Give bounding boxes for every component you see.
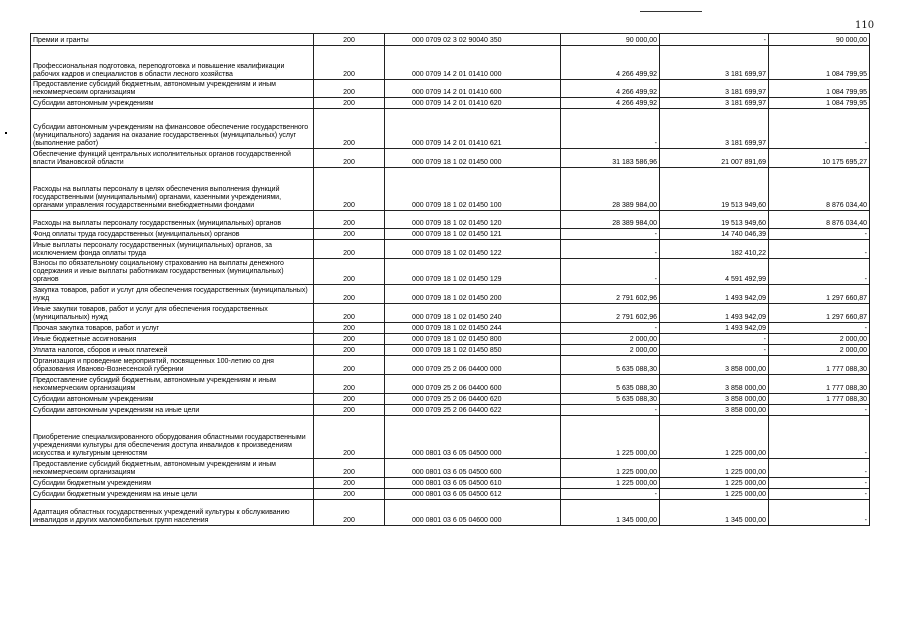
line-code: 200 <box>314 323 385 334</box>
executed-amount: 1 493 942,09 <box>660 323 769 334</box>
unexecuted-amount: 8 876 034,40 <box>769 211 870 229</box>
line-code: 200 <box>314 229 385 240</box>
budget-classification-code: 000 0709 18 1 02 01450 129 <box>385 259 561 285</box>
approved-amount: - <box>561 259 660 285</box>
unexecuted-amount: - <box>769 109 870 149</box>
approved-amount: - <box>561 323 660 334</box>
expense-name: Адаптация областных государственных учреждений культуры к обслуживанию инвалидов и других маломобильных групп населения <box>31 500 314 526</box>
executed-amount: - <box>660 345 769 356</box>
table-row <box>31 459 870 478</box>
approved-amount: - <box>561 229 660 240</box>
line-code: 200 <box>314 375 385 394</box>
line-code: 200 <box>314 356 385 375</box>
executed-amount: 1 225 000,00 <box>660 459 769 478</box>
executed-amount: 1 225 000,00 <box>660 489 769 500</box>
line-code: 200 <box>314 80 385 98</box>
unexecuted-amount: - <box>769 240 870 259</box>
line-code: 200 <box>314 168 385 211</box>
budget-classification-code: 000 0709 14 2 01 01410 600 <box>385 80 561 98</box>
approved-amount: 2 791 602,96 <box>561 304 660 323</box>
table-row <box>31 109 870 149</box>
unexecuted-amount: - <box>769 259 870 285</box>
expense-name: Иные выплаты персоналу государственных (муниципальных) органов, за исключением фонда оплаты труда <box>31 240 314 259</box>
line-code: 200 <box>314 34 385 46</box>
executed-amount: - <box>660 334 769 345</box>
line-code: 200 <box>314 285 385 304</box>
line-code: 200 <box>314 459 385 478</box>
expense-name: Прочая закупка товаров, работ и услуг <box>31 323 314 334</box>
top-rule <box>640 11 702 12</box>
budget-classification-code: 000 0801 03 6 05 04500 000 <box>385 416 561 459</box>
approved-amount: 2 000,00 <box>561 345 660 356</box>
approved-amount: 90 000,00 <box>561 34 660 46</box>
line-code: 200 <box>314 345 385 356</box>
expense-name: Предоставление субсидий бюджетным, автономным учреждениям и иным некоммерческим организациям <box>31 459 314 478</box>
budget-classification-code: 000 0709 25 2 06 04400 600 <box>385 375 561 394</box>
budget-classification-code: 000 0801 03 6 05 04600 000 <box>385 500 561 526</box>
line-code: 200 <box>314 478 385 489</box>
expense-name: Иные бюджетные ассигнования <box>31 334 314 345</box>
table-row <box>31 500 870 526</box>
budget-classification-code: 000 0709 18 1 02 01450 800 <box>385 334 561 345</box>
expense-name: Субсидии автономным учреждениям на иные цели <box>31 405 314 416</box>
unexecuted-amount: - <box>769 459 870 478</box>
table-row <box>31 478 870 489</box>
unexecuted-amount: 1 777 088,30 <box>769 394 870 405</box>
budget-classification-code: 000 0709 18 1 02 01450 122 <box>385 240 561 259</box>
expense-name: Субсидии автономным учреждениям на финансовое обеспечение государственного (муниципального) задания на оказание государственных (муниципальных) услуг (выполнение работ) <box>31 109 314 149</box>
budget-table <box>30 33 870 526</box>
unexecuted-amount: 1 297 660,87 <box>769 285 870 304</box>
line-code: 200 <box>314 304 385 323</box>
page-number: 110 <box>855 20 875 31</box>
line-code: 200 <box>314 149 385 168</box>
table-row <box>31 304 870 323</box>
budget-classification-code: 000 0709 18 1 02 01450 000 <box>385 149 561 168</box>
line-code: 200 <box>314 405 385 416</box>
executed-amount: 3 181 699,97 <box>660 109 769 149</box>
expense-name: Закупка товаров, работ и услуг для обеспечения государственных (муниципальных) нужд <box>31 285 314 304</box>
budget-classification-code: 000 0709 25 2 06 04400 620 <box>385 394 561 405</box>
approved-amount: 1 225 000,00 <box>561 478 660 489</box>
executed-amount: 1 493 942,09 <box>660 285 769 304</box>
table-row <box>31 80 870 98</box>
table-row <box>31 323 870 334</box>
line-code: 200 <box>314 489 385 500</box>
table-row <box>31 168 870 211</box>
unexecuted-amount: 90 000,00 <box>769 34 870 46</box>
unexecuted-amount: - <box>769 405 870 416</box>
line-code: 200 <box>314 334 385 345</box>
budget-classification-code: 000 0801 03 6 05 04500 600 <box>385 459 561 478</box>
table-row <box>31 334 870 345</box>
budget-classification-code: 000 0709 14 2 01 01410 000 <box>385 46 561 80</box>
approved-amount: - <box>561 109 660 149</box>
expense-name: Иные закупки товаров, работ и услуг для обеспечения государственных (муниципальных) нужд <box>31 304 314 323</box>
table-row <box>31 240 870 259</box>
approved-amount: 2 000,00 <box>561 334 660 345</box>
table-row <box>31 356 870 375</box>
budget-classification-code: 000 0709 18 1 02 01450 121 <box>385 229 561 240</box>
budget-classification-code: 000 0709 02 3 02 90040 350 <box>385 34 561 46</box>
approved-amount: 2 791 602,96 <box>561 285 660 304</box>
budget-classification-code: 000 0801 03 6 05 04500 612 <box>385 489 561 500</box>
executed-amount: 1 345 000,00 <box>660 500 769 526</box>
approved-amount: 5 635 088,30 <box>561 375 660 394</box>
executed-amount: 19 513 949,60 <box>660 211 769 229</box>
table-row <box>31 46 870 80</box>
line-code: 200 <box>314 416 385 459</box>
approved-amount: 4 266 499,92 <box>561 80 660 98</box>
table-row <box>31 259 870 285</box>
expense-name: Обеспечение функций центральных исполнительных органов государственной власти Ивановской области <box>31 149 314 168</box>
executed-amount: 1 225 000,00 <box>660 478 769 489</box>
budget-classification-code: 000 0709 14 2 01 01410 620 <box>385 98 561 109</box>
table-row <box>31 345 870 356</box>
line-code: 200 <box>314 98 385 109</box>
table-row <box>31 416 870 459</box>
expense-name: Субсидии бюджетным учреждениям на иные цели <box>31 489 314 500</box>
approved-amount: - <box>561 489 660 500</box>
unexecuted-amount: - <box>769 489 870 500</box>
unexecuted-amount: 2 000,00 <box>769 345 870 356</box>
expense-name: Субсидии автономным учреждениям <box>31 98 314 109</box>
unexecuted-amount: 8 876 034,40 <box>769 168 870 211</box>
unexecuted-amount: 1 084 799,95 <box>769 46 870 80</box>
budget-classification-code: 000 0801 03 6 05 04500 610 <box>385 478 561 489</box>
unexecuted-amount: 2 000,00 <box>769 334 870 345</box>
table-row <box>31 375 870 394</box>
budget-classification-code: 000 0709 18 1 02 01450 244 <box>385 323 561 334</box>
executed-amount: 21 007 891,69 <box>660 149 769 168</box>
expense-name: Предоставление субсидий бюджетным, автономным учреждениям и иным некоммерческим организациям <box>31 80 314 98</box>
executed-amount: - <box>660 34 769 46</box>
approved-amount: 4 266 499,92 <box>561 46 660 80</box>
executed-amount: 3 181 699,97 <box>660 46 769 80</box>
table-row <box>31 229 870 240</box>
budget-classification-code: 000 0709 25 2 06 04400 000 <box>385 356 561 375</box>
approved-amount: 5 635 088,30 <box>561 356 660 375</box>
executed-amount: 4 591 492,99 <box>660 259 769 285</box>
expense-name: Уплата налогов, сборов и иных платежей <box>31 345 314 356</box>
table-row <box>31 34 870 46</box>
expense-name: Расходы на выплаты персоналу государственных (муниципальных) органов <box>31 211 314 229</box>
line-code: 200 <box>314 109 385 149</box>
table-row <box>31 149 870 168</box>
executed-amount: 19 513 949,60 <box>660 168 769 211</box>
expense-name: Организация и проведение мероприятий, посвященных 100-летию со дня образования Иваново-Вознесенской губернии <box>31 356 314 375</box>
approved-amount: 4 266 499,92 <box>561 98 660 109</box>
expense-name: Расходы на выплаты персоналу в целях обеспечения выполнения функций государственными (муниципальными) органами, казенными учреждениями, органами управления государственными внебюджетными фондами <box>31 168 314 211</box>
table-row <box>31 98 870 109</box>
budget-classification-code: 000 0709 18 1 02 01450 200 <box>385 285 561 304</box>
executed-amount: 3 181 699,97 <box>660 80 769 98</box>
budget-classification-code: 000 0709 18 1 02 01450 100 <box>385 168 561 211</box>
budget-classification-code: 000 0709 18 1 02 01450 240 <box>385 304 561 323</box>
executed-amount: 3 858 000,00 <box>660 375 769 394</box>
unexecuted-amount: - <box>769 478 870 489</box>
budget-classification-code: 000 0709 18 1 02 01450 850 <box>385 345 561 356</box>
expense-name: Приобретение специализированного оборудования областными государственными учреждениями культуры для обеспечения доступа инвалидов к произведениям искусства и культурным ценностям <box>31 416 314 459</box>
approved-amount: 28 389 984,00 <box>561 168 660 211</box>
unexecuted-amount: 1 777 088,30 <box>769 356 870 375</box>
approved-amount: 5 635 088,30 <box>561 394 660 405</box>
table-body <box>31 34 870 526</box>
unexecuted-amount: 1 084 799,95 <box>769 80 870 98</box>
approved-amount: 1 345 000,00 <box>561 500 660 526</box>
table-row <box>31 211 870 229</box>
unexecuted-amount: 1 084 799,95 <box>769 98 870 109</box>
expense-name: Фонд оплаты труда государственных (муниципальных) органов <box>31 229 314 240</box>
table-row <box>31 285 870 304</box>
expense-name: Субсидии бюджетным учреждениям <box>31 478 314 489</box>
unexecuted-amount: 1 777 088,30 <box>769 375 870 394</box>
executed-amount: 1 493 942,09 <box>660 304 769 323</box>
executed-amount: 1 225 000,00 <box>660 416 769 459</box>
executed-amount: 182 410,22 <box>660 240 769 259</box>
line-code: 200 <box>314 46 385 80</box>
expense-name: Взносы по обязательному социальному страхованию на выплаты денежного содержания и иные выплаты работникам государственных (муниципальных) органов <box>31 259 314 285</box>
budget-classification-code: 000 0709 25 2 06 04400 622 <box>385 405 561 416</box>
executed-amount: 3 858 000,00 <box>660 405 769 416</box>
expense-name: Профессиональная подготовка, переподготовка и повышение квалификации рабочих кадров и специалистов в области лесного хозяйства <box>31 46 314 80</box>
executed-amount: 3 858 000,00 <box>660 394 769 405</box>
unexecuted-amount: 10 175 695,27 <box>769 149 870 168</box>
executed-amount: 3 858 000,00 <box>660 356 769 375</box>
unexecuted-amount: - <box>769 323 870 334</box>
table-row <box>31 394 870 405</box>
budget-classification-code: 000 0709 14 2 01 01410 621 <box>385 109 561 149</box>
approved-amount: 1 225 000,00 <box>561 416 660 459</box>
unexecuted-amount: 1 297 660,87 <box>769 304 870 323</box>
expense-name: Субсидии автономным учреждениям <box>31 394 314 405</box>
line-code: 200 <box>314 259 385 285</box>
unexecuted-amount: - <box>769 229 870 240</box>
budget-classification-code: 000 0709 18 1 02 01450 120 <box>385 211 561 229</box>
approved-amount: - <box>561 405 660 416</box>
unexecuted-amount: - <box>769 416 870 459</box>
line-code: 200 <box>314 240 385 259</box>
executed-amount: 3 181 699,97 <box>660 98 769 109</box>
margin-mark <box>5 132 7 134</box>
approved-amount: - <box>561 240 660 259</box>
approved-amount: 31 183 586,96 <box>561 149 660 168</box>
table-row <box>31 489 870 500</box>
line-code: 200 <box>314 211 385 229</box>
line-code: 200 <box>314 500 385 526</box>
executed-amount: 14 740 046,39 <box>660 229 769 240</box>
unexecuted-amount: - <box>769 500 870 526</box>
expense-name: Премии и гранты <box>31 34 314 46</box>
approved-amount: 28 389 984,00 <box>561 211 660 229</box>
approved-amount: 1 225 000,00 <box>561 459 660 478</box>
expense-name: Предоставление субсидий бюджетным, автономным учреждениям и иным некоммерческим организациям <box>31 375 314 394</box>
table-row <box>31 405 870 416</box>
line-code: 200 <box>314 394 385 405</box>
